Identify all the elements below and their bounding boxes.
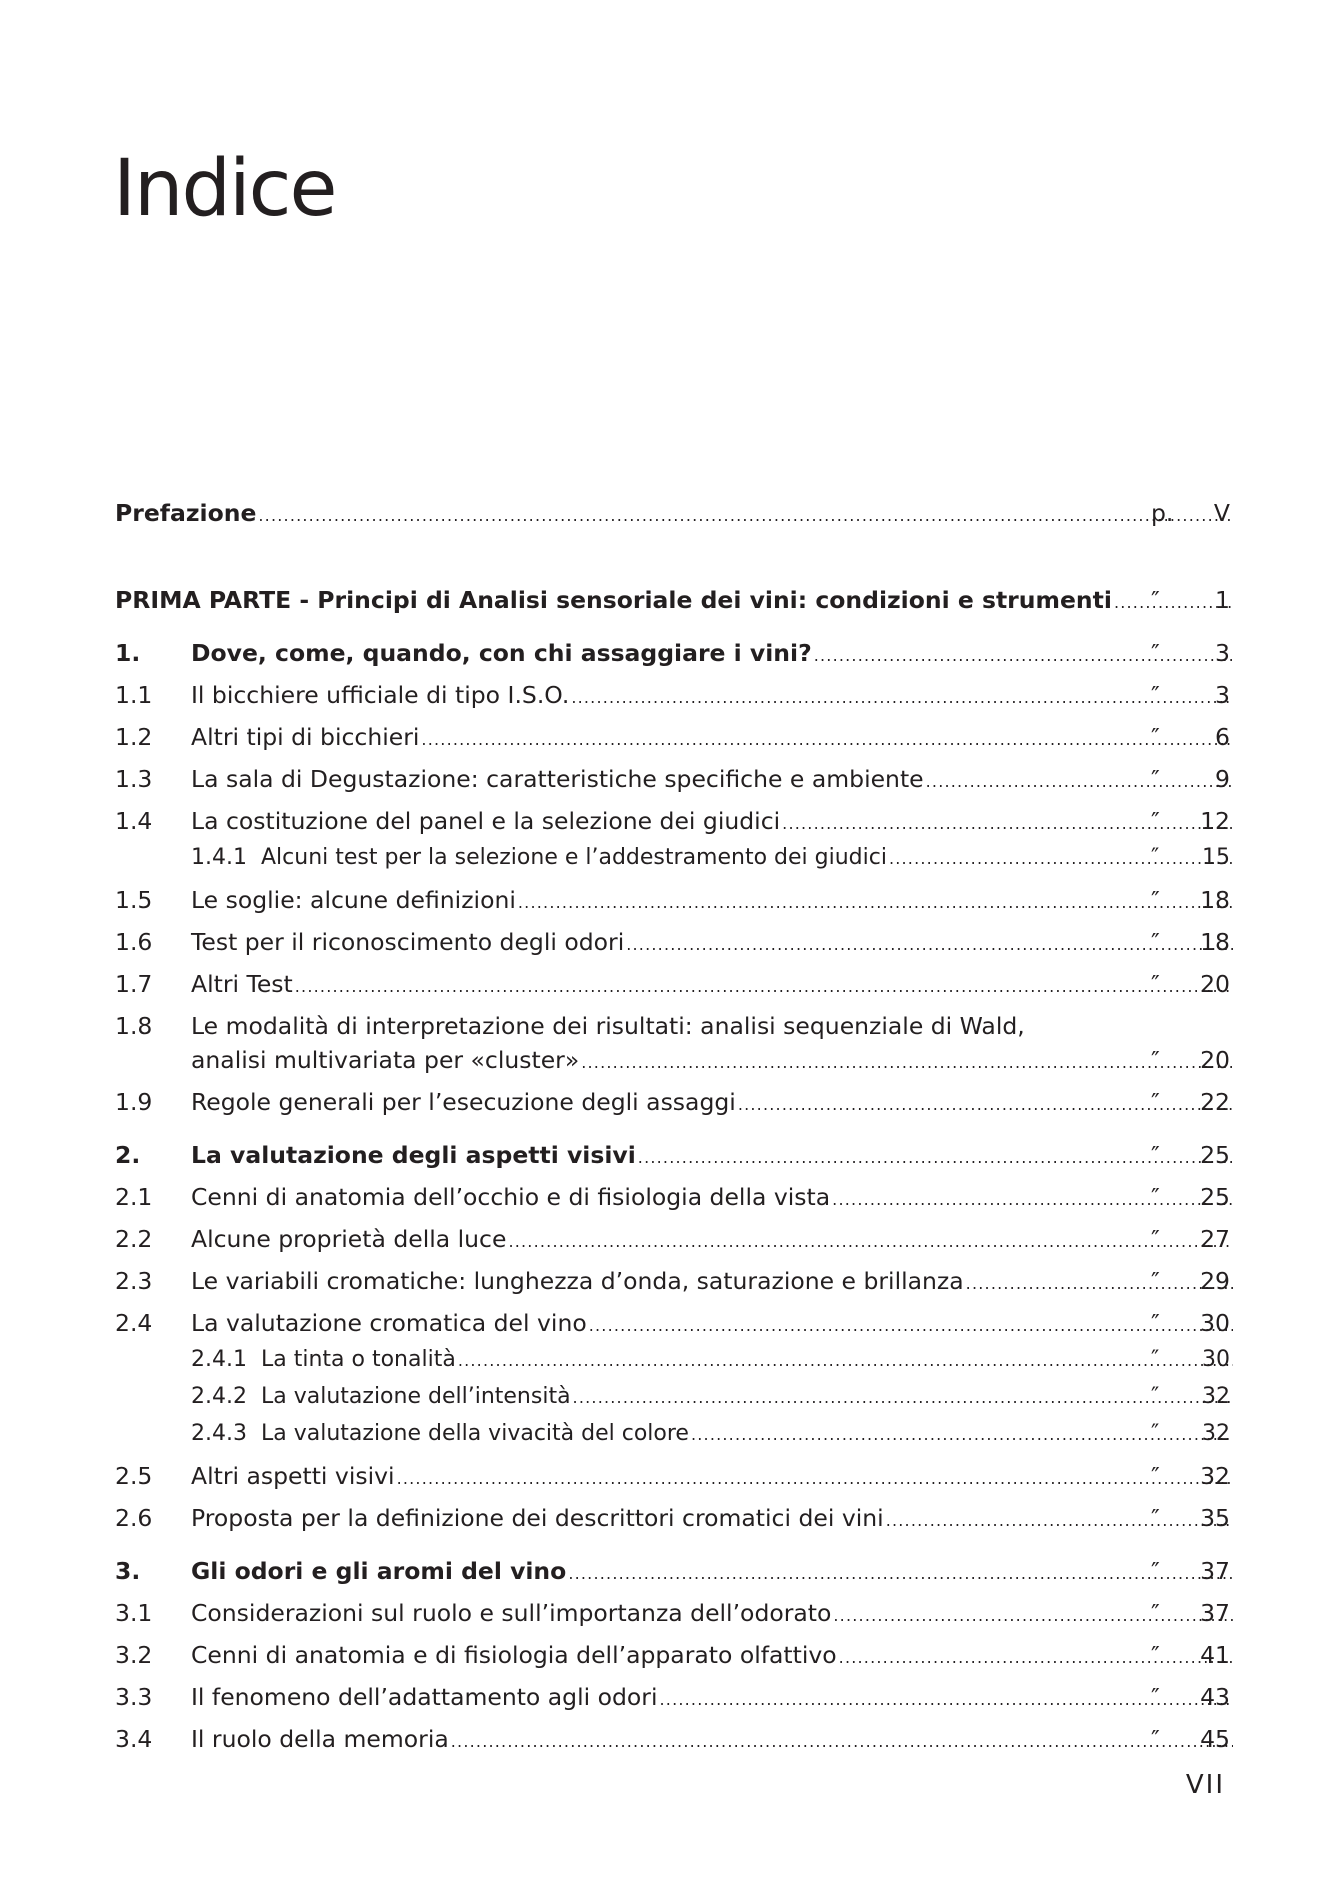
section-number: 3. [115, 1557, 141, 1585]
toc-entry [115, 1503, 1230, 1533]
toc-entry [115, 1682, 1230, 1712]
dot-leader [518, 885, 1233, 918]
toc-entry [115, 1419, 1230, 1449]
toc-entry-title: Altri aspetti visivi [191, 1462, 395, 1490]
toc-entry-title: Le soglie: alcune definizioni [191, 886, 516, 914]
ditto-mark: ″ [1151, 1267, 1160, 1295]
ditto-mark: ″ [1151, 1641, 1160, 1669]
toc-entry [115, 1724, 1230, 1754]
toc-entry-title: La valutazione degli aspetti visivi [191, 1141, 636, 1169]
page-number: 6 [1215, 723, 1230, 751]
toc-entry-title: Cenni di anatomia e di fisiologia dell’apparato olfattivo [191, 1641, 837, 1669]
toc-entry-title: La costituzione del panel e la selezione dei giudici [191, 807, 781, 835]
dot-leader [397, 1461, 1233, 1494]
section-number: 1.4 [115, 807, 153, 835]
ditto-mark: ″ [1151, 765, 1160, 793]
toc-entry [115, 1598, 1230, 1628]
section-number: 1.1 [115, 681, 153, 709]
dot-leader [626, 927, 1233, 960]
toc-entry [115, 1087, 1230, 1117]
toc-entry-title: Il ruolo della memoria [191, 1725, 449, 1753]
dot-leader [508, 1224, 1233, 1257]
ditto-mark: ″ [1151, 1384, 1160, 1409]
toc-entry [115, 638, 1230, 668]
section-number: 2.6 [115, 1504, 153, 1532]
toc-entry [115, 1640, 1230, 1670]
toc-entry [115, 764, 1230, 794]
section-number: 1.6 [115, 928, 153, 956]
toc-entry-title: Dove, come, quando, con chi assaggiare i vini? [191, 639, 812, 667]
page-number: 32 [1202, 1421, 1230, 1446]
dot-leader [571, 680, 1233, 713]
toc-entry [115, 1266, 1230, 1296]
toc-entry [115, 1011, 1230, 1074]
ditto-mark: ″ [1151, 1309, 1160, 1337]
page-number: 9 [1215, 765, 1230, 793]
toc-entry-title: Alcuni test per la selezione e l’addestramento dei giudici [261, 845, 887, 870]
page-number: 18 [1200, 928, 1230, 956]
section-number: 2.1 [115, 1183, 153, 1211]
page-number: 45 [1200, 1725, 1230, 1753]
section-number: 2.4.2 [191, 1384, 247, 1409]
dot-leader [451, 1724, 1233, 1757]
toc-entry [115, 843, 1230, 873]
toc-entry-title: La tinta o tonalità [261, 1347, 456, 1372]
section-number: 2.4.3 [191, 1421, 247, 1446]
page-number: 20 [1200, 1046, 1230, 1074]
toc-entry-title: La valutazione dell’intensità [261, 1384, 571, 1409]
toc-entry [115, 806, 1230, 836]
toc-entry-title: Altri tipi di bicchieri [191, 723, 420, 751]
page-number: 25 [1200, 1183, 1230, 1211]
ditto-mark: ″ [1151, 586, 1160, 614]
ditto-mark: ″ [1151, 1725, 1160, 1753]
toc-entry [115, 680, 1230, 710]
toc-entry [115, 1345, 1230, 1375]
section-number: 2. [115, 1141, 141, 1169]
ditto-mark: ″ [1151, 886, 1160, 914]
section-number: 3.3 [115, 1683, 153, 1711]
page-number: 22 [1200, 1088, 1230, 1116]
section-number: 1.7 [115, 970, 153, 998]
section-number: 1. [115, 639, 141, 667]
ditto-mark: ″ [1151, 681, 1160, 709]
page-number: 37 [1200, 1599, 1230, 1627]
dot-leader [421, 722, 1233, 755]
toc-entry-title: Proposta per la definizione dei descrittori cromatici dei vini [191, 1504, 884, 1532]
ditto-mark: ″ [1151, 1557, 1160, 1585]
page-prefix: p. [1151, 499, 1174, 527]
page-number: 29 [1200, 1267, 1230, 1295]
page-number: 3 [1215, 639, 1230, 667]
dot-leader [573, 1382, 1233, 1413]
toc-entry-title-cont: analisi multivariata per «cluster» [191, 1046, 580, 1074]
dot-leader [258, 498, 1233, 531]
section-number: 1.2 [115, 723, 153, 751]
ditto-mark: ″ [1151, 1046, 1160, 1074]
ditto-mark: ″ [1151, 639, 1160, 667]
section-number: 2.4.1 [191, 1347, 247, 1372]
ditto-mark: ″ [1151, 723, 1160, 751]
ditto-mark: ″ [1151, 1183, 1160, 1211]
toc-entry-title: Le variabili cromatiche: lunghezza d’onda, saturazione e brillanza [191, 1267, 964, 1295]
toc-entry-title: Il bicchiere ufficiale di tipo I.S.O. [191, 681, 570, 709]
toc-entry [115, 927, 1230, 957]
ditto-mark: ″ [1151, 1225, 1160, 1253]
dot-leader [458, 1345, 1233, 1376]
ditto-mark: ″ [1151, 928, 1160, 956]
section-number: 1.9 [115, 1088, 153, 1116]
dot-leader [581, 1045, 1233, 1078]
ditto-mark: ″ [1151, 845, 1160, 870]
ditto-mark: ″ [1151, 1088, 1160, 1116]
toc-entry [115, 1182, 1230, 1212]
toc-entry [115, 1382, 1230, 1412]
ditto-mark: ″ [1151, 1141, 1160, 1169]
section-number: 1.4.1 [191, 845, 247, 870]
dot-leader [660, 1682, 1234, 1715]
page-number: 43 [1200, 1683, 1230, 1711]
dot-leader [638, 1140, 1233, 1173]
ditto-mark: ″ [1151, 1683, 1160, 1711]
page-number: 37 [1200, 1557, 1230, 1585]
page-number: 32 [1202, 1384, 1230, 1409]
page-number: 25 [1200, 1141, 1230, 1169]
dot-leader [589, 1308, 1233, 1341]
toc-entry [115, 1556, 1230, 1586]
toc-entry-title: Cenni di anatomia dell’occhio e di fisiologia della vista [191, 1183, 831, 1211]
toc-part-title: PRIMA PARTE - Principi di Analisi sensoriale dei vini: condizioni e strumenti [115, 586, 1112, 614]
section-number: 3.4 [115, 1725, 153, 1753]
ditto-mark: ″ [1151, 807, 1160, 835]
toc-entry-title: La valutazione della vivacità del colore [261, 1421, 689, 1446]
dot-leader [295, 969, 1233, 1002]
toc-entry [115, 1308, 1230, 1338]
page-number: 30 [1200, 1309, 1230, 1337]
toc-entry-title: Il fenomeno dell’adattamento agli odori [191, 1683, 658, 1711]
toc-entry [115, 885, 1230, 915]
toc-entry-title: Prefazione [115, 499, 257, 527]
page-number: 27 [1200, 1225, 1230, 1253]
toc-entry-part [115, 585, 1230, 615]
page-title: Indice [113, 144, 336, 234]
toc-entry-title: Considerazioni sul ruolo e sull’importanza dell’odorato [191, 1599, 832, 1627]
page-number: 12 [1200, 807, 1230, 835]
page-number: 1 [1215, 586, 1230, 614]
ditto-mark: ″ [1151, 1504, 1160, 1532]
section-number: 1.5 [115, 886, 153, 914]
section-number: 2.3 [115, 1267, 153, 1295]
section-number: 2.4 [115, 1309, 153, 1337]
toc-entry-title: La sala di Degustazione: caratteristiche specifiche e ambiente [191, 765, 924, 793]
toc-entry [115, 1461, 1230, 1491]
page-number: 32 [1200, 1462, 1230, 1490]
page-folio: VII [1185, 1770, 1225, 1800]
toc-entry-title: Gli odori e gli aromi del vino [191, 1557, 567, 1585]
section-number: 2.5 [115, 1462, 153, 1490]
toc-entry-title: La valutazione cromatica del vino [191, 1309, 587, 1337]
page-number: 3 [1215, 681, 1230, 709]
page-number: 15 [1202, 845, 1230, 870]
toc-entry [115, 1224, 1230, 1254]
dot-leader [568, 1556, 1233, 1589]
toc-entry-title: Regole generali per l’esecuzione degli assaggi [191, 1088, 736, 1116]
section-number: 1.8 [115, 1012, 153, 1040]
section-number: 3.1 [115, 1599, 153, 1627]
toc-entry-title: Le modalità di interpretazione dei risultati: analisi sequenziale di Wald, [191, 1012, 1025, 1040]
toc-entry [115, 722, 1230, 752]
toc-entry-prefazione [115, 498, 1230, 528]
toc-entry-title: Altri Test [191, 970, 293, 998]
page-number: V [1213, 499, 1230, 527]
ditto-mark: ″ [1151, 970, 1160, 998]
toc-entry [115, 1140, 1230, 1170]
toc-entry-title: Test per il riconoscimento degli odori [191, 928, 625, 956]
ditto-mark: ″ [1151, 1421, 1160, 1446]
page-number: 30 [1202, 1347, 1230, 1372]
toc-entry-title: Alcune proprietà della luce [191, 1225, 507, 1253]
section-number: 1.3 [115, 765, 153, 793]
toc-entry [115, 969, 1230, 999]
section-number: 3.2 [115, 1641, 153, 1669]
ditto-mark: ″ [1151, 1599, 1160, 1627]
page-number: 41 [1200, 1641, 1230, 1669]
page-number: 35 [1200, 1504, 1230, 1532]
section-number: 2.2 [115, 1225, 153, 1253]
ditto-mark: ″ [1151, 1347, 1160, 1372]
page-number: 18 [1200, 886, 1230, 914]
ditto-mark: ″ [1151, 1462, 1160, 1490]
page-number: 20 [1200, 970, 1230, 998]
